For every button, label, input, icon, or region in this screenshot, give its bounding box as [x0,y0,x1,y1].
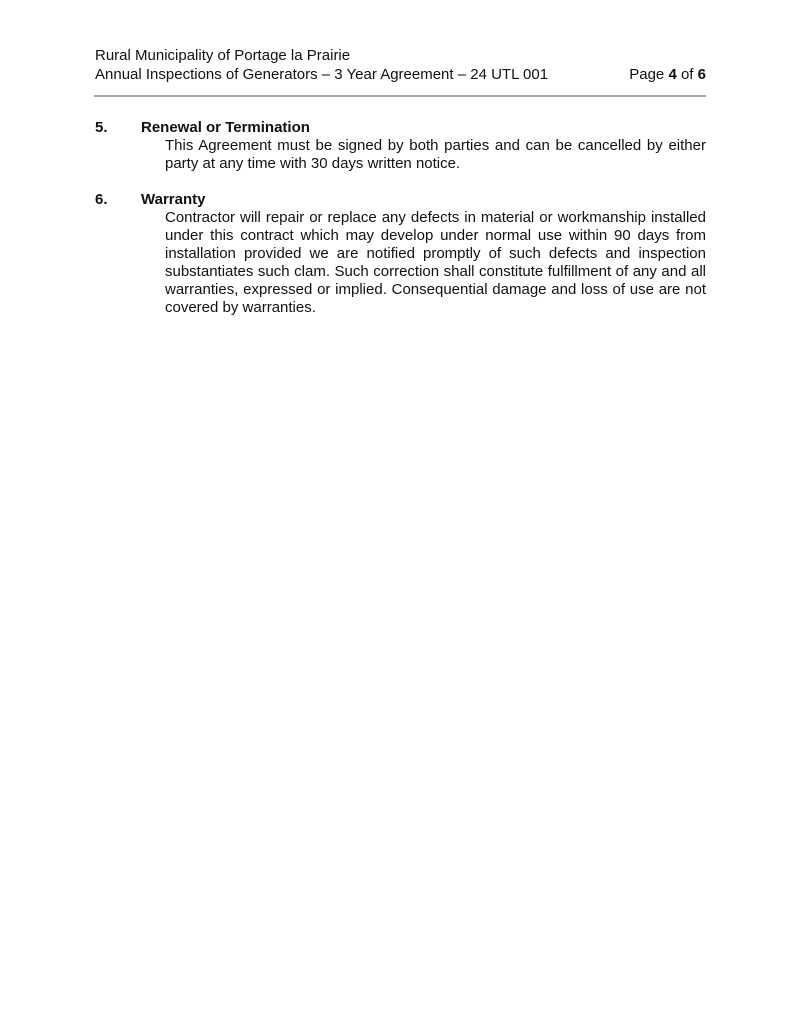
organization-name: Rural Municipality of Portage la Prairie [95,47,351,64]
header-title-row [95,65,706,84]
section-warranty [95,191,706,317]
section-title: Renewal or Termination [141,119,310,136]
page-total: 6 [697,66,706,83]
section-body: Contractor will repair or replace any defects in material or workmanship installed under this contract which may develop under normal use within 90 days from installation provided we are notified promptly of such defects and inspection substantiates such clam. Such correction shall constitute fulfillment of any and all warranties, expressed or implied. Consequential damage and loss of use are not covered by warranties. [165,209,706,316]
section-heading [95,119,706,137]
document-title: Annual Inspections of Generators – 3 Year Agreement – 24 UTL 001 [95,66,549,83]
section-number: 5. [95,119,108,136]
section-renewal-termination [95,119,706,173]
page-number [629,65,706,84]
section-heading [95,191,706,209]
page-of: of [680,66,694,83]
section-body: This Agreement must be signed by both parties and can be cancelled by either party at any time with 30 days written notice. [165,137,706,172]
page-header [95,46,706,84]
header-divider [94,95,706,97]
page-label: Page [629,66,665,83]
section-number: 6. [95,191,108,208]
page-current: 4 [668,66,677,83]
section-title: Warranty [141,191,206,208]
